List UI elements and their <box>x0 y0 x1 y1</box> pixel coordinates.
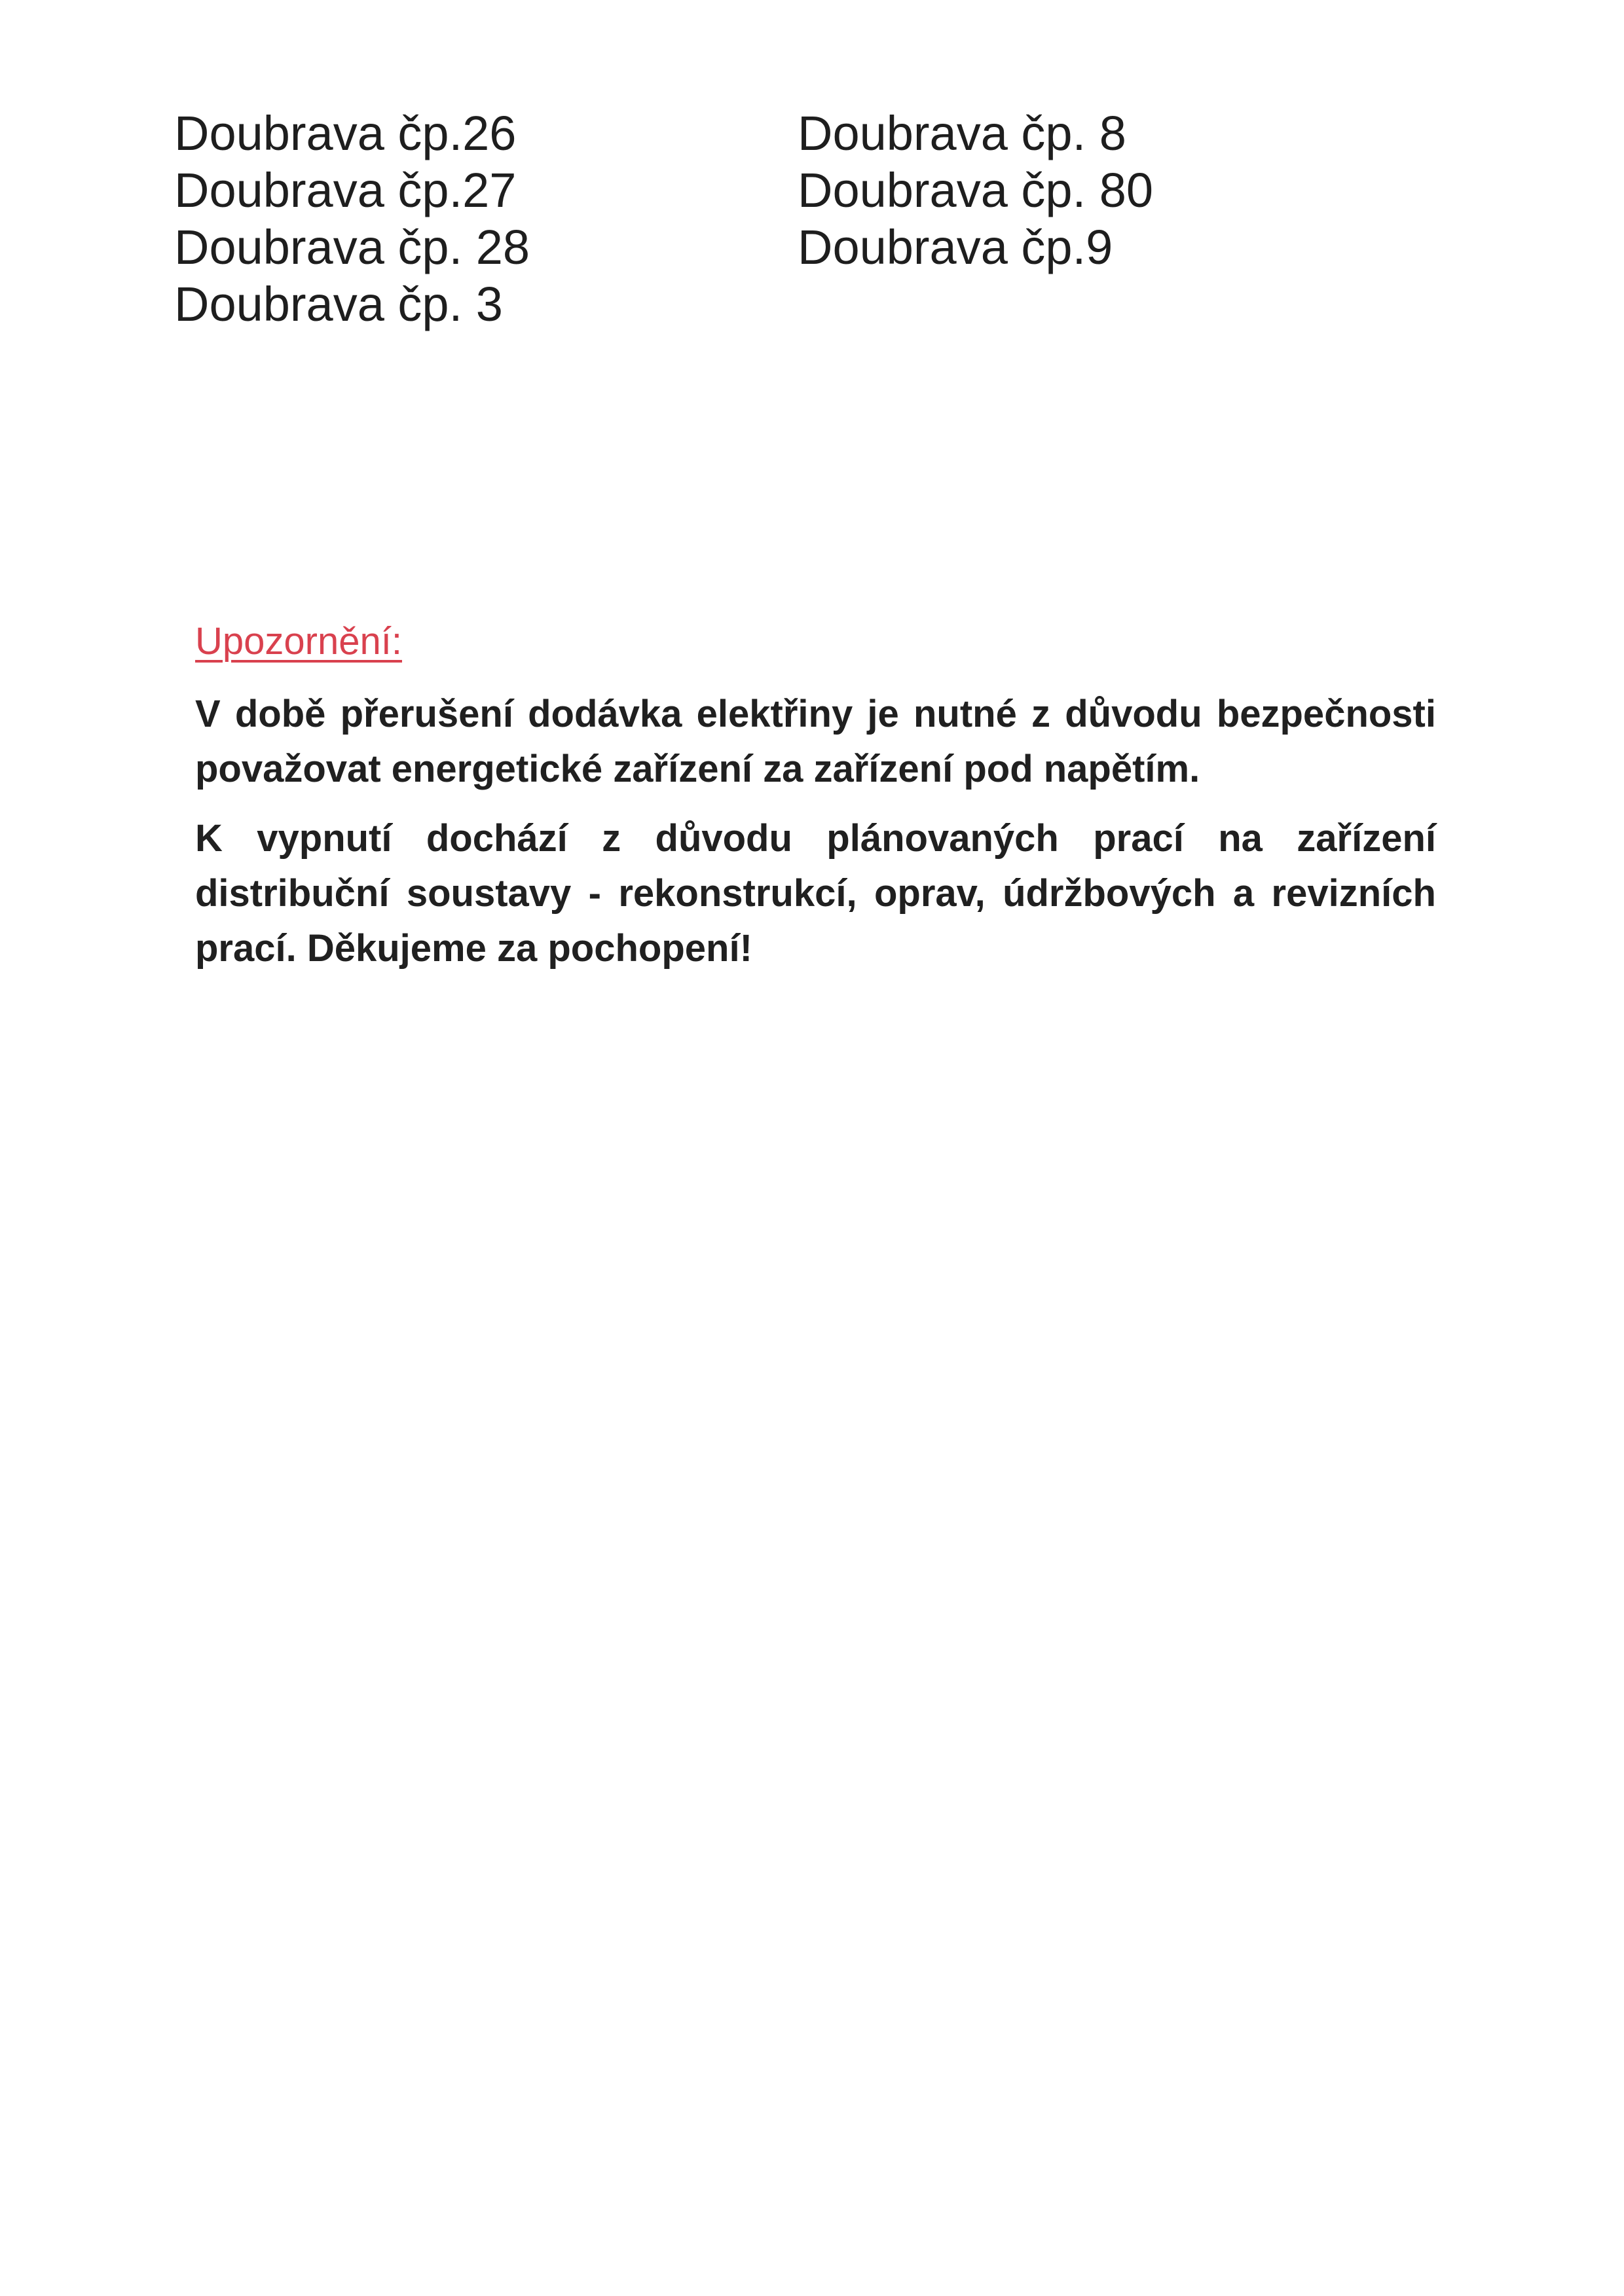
address-item: Doubrava čp. 28 <box>174 220 530 274</box>
address-item: Doubrava čp.26 <box>174 106 517 160</box>
notice-heading: Upozornění: <box>195 620 402 663</box>
address-item: Doubrava čp.9 <box>798 220 1113 274</box>
notice-paragraph-safety: V době přerušení dodávka elektřiny je nutné z důvodu bezpečnosti považovat energetické zařízení za zařízení pod napětím. <box>195 693 1436 790</box>
address-item: Doubrava čp. 3 <box>174 277 503 331</box>
address-item: Doubrava čp.27 <box>174 163 517 217</box>
notice-paragraph-reason: K vypnutí dochází z důvodu plánovaných prací na zařízení distribuční soustavy - rekonstrukcí, oprav, údržbových a revizních prací. Děkujeme za pochopení! <box>195 817 1436 970</box>
address-item: Doubrava čp. 80 <box>798 163 1154 217</box>
address-list-left <box>174 105 530 333</box>
notice-section <box>195 619 1436 991</box>
address-list-right <box>798 105 1153 276</box>
address-item: Doubrava čp. 8 <box>798 106 1126 160</box>
